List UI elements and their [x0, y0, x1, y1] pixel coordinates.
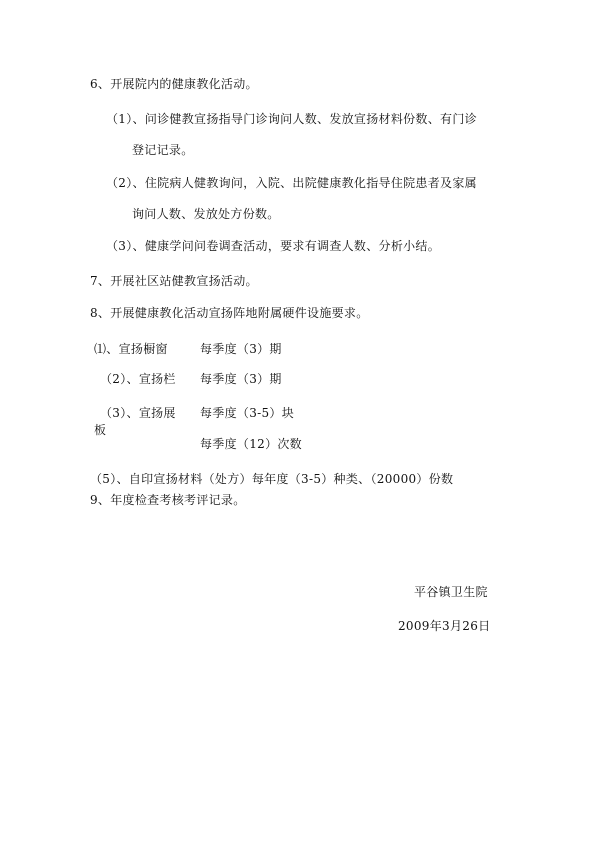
signature-org: 平谷镇卫生院: [414, 585, 488, 599]
item-6-1-line-1: （1）、问诊健教宣扬指导门诊询问人数、发放宣扬材料份数、有门诊: [106, 112, 477, 126]
facility-2-label: （2）、宣扬栏: [100, 372, 176, 386]
facility-1-value: 每季度（3）期: [200, 342, 282, 356]
signature-date: 2009年3月26日: [398, 619, 491, 633]
item-8: 8、开展健康教化活动宣扬阵地附属硬件设施要求。: [90, 306, 369, 320]
item-9: 9、年度检查考核考评记录。: [90, 493, 246, 507]
item-6-3: （3）、健康学问问卷调查活动，要求有调查人数、分析小结。: [106, 239, 441, 253]
item-6-2-line-2: 询问人数、发放处方份数。: [132, 207, 280, 221]
facility-3-value: 每季度（3-5）块: [200, 406, 295, 420]
facility-3-label: （3）、宣扬展: [100, 406, 176, 420]
facility-4-value: 每季度（12）次数: [200, 437, 302, 451]
facility-3-label-cont: 板: [94, 423, 107, 437]
item-6: 6、开展院内的健康教化活动。: [90, 77, 258, 91]
item-6-2-line-1: （2）、住院病人健教询问，入院、出院健康教化指导住院患者及家属: [106, 176, 477, 190]
facility-1-label: ⑴、宣扬橱窗: [94, 342, 168, 356]
item-7: 7、开展社区站健教宣扬活动。: [90, 274, 258, 288]
item-8-5: （5）、自印宣扬材料（处方）每年度（3-5）种类、（20000）份数: [90, 472, 454, 486]
facility-2-value: 每季度（3）期: [200, 372, 282, 386]
item-6-1-line-2: 登记记录。: [132, 143, 194, 157]
